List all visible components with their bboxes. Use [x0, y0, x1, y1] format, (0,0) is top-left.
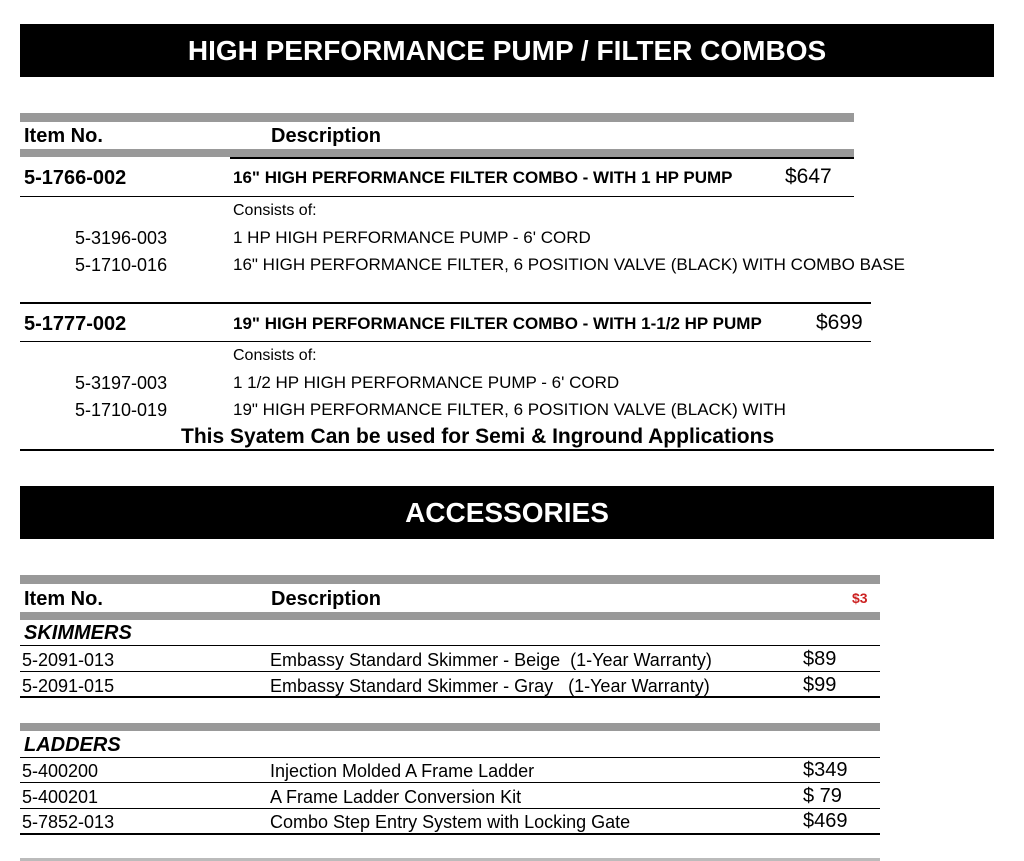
accessory-price: $89: [803, 648, 837, 670]
accessory-description: Embassy Standard Skimmer - Beige (1-Year Warranty): [270, 650, 712, 670]
group-rule: [20, 341, 871, 342]
header-top-bar: [20, 113, 854, 122]
accessory-item-no: 5-7852-013: [22, 812, 115, 832]
row-rule: [20, 833, 880, 835]
accessory-description: Combo Step Entry System with Locking Gate: [270, 812, 631, 832]
part-description: 16" HIGH PERFORMANCE FILTER, 6 POSITION VALVE (BLACK) WITH COMBO BASE: [233, 255, 905, 274]
accessory-item-no: 5-400201: [22, 787, 99, 807]
combos-header-item-no: Item No.: [24, 125, 103, 147]
accessory-price: $ 79: [803, 785, 842, 807]
clipped-header-mark: $3: [852, 590, 868, 606]
combo-item-no: 5-1777-002: [24, 313, 127, 335]
row-rule: [20, 671, 880, 672]
combos-banner: [20, 24, 994, 77]
accessory-item-no: 5-2091-015: [22, 676, 115, 696]
consists-label: Consists of:: [233, 347, 317, 364]
combo-item-no: 5-1766-002: [24, 167, 127, 189]
row-rule: [20, 808, 880, 809]
accessories-title: ACCESSORIES: [405, 496, 609, 528]
accessories-header-item-no: Item No.: [24, 588, 103, 610]
section-bar: [20, 723, 880, 731]
part-item-no: 5-1710-019: [75, 400, 168, 420]
row-rule: [20, 696, 880, 698]
combos-bottom-rule: [20, 449, 994, 451]
accessories-header-description: Description: [271, 588, 382, 610]
part-item-no: 5-3197-003: [75, 373, 168, 393]
accessory-description: A Frame Ladder Conversion Kit: [270, 787, 522, 807]
accessories-banner: [20, 486, 994, 539]
accessory-description: Embassy Standard Skimmer - Gray (1-Year Warranty): [270, 676, 710, 696]
row-rule: [20, 757, 880, 758]
group-top-rule: [230, 157, 854, 159]
section-title-ladders: LADDERS: [24, 734, 121, 756]
part-description: 19" HIGH PERFORMANCE FILTER, 6 POSITION VALVE (BLACK) WITH: [233, 400, 786, 419]
consists-label: Consists of:: [233, 202, 317, 219]
accessory-item-no: 5-2091-013: [22, 650, 115, 670]
row-rule: [20, 782, 880, 783]
combos-title: HIGH PERFORMANCE PUMP / FILTER COMBOS: [187, 34, 827, 66]
accessory-price: $469: [803, 810, 848, 832]
combos-note: This Syatem Can be used for Semi & Inground Applications: [181, 425, 775, 448]
combo-description: 16" HIGH PERFORMANCE FILTER COMBO - WITH 1 HP PUMP: [233, 168, 733, 187]
combo-description: 19" HIGH PERFORMANCE FILTER COMBO - WITH 1-1/2 HP PUMP: [233, 314, 762, 333]
combos-header-description: Description: [271, 125, 382, 147]
group-top-rule: [20, 302, 871, 304]
part-item-no: 5-3196-003: [75, 228, 168, 248]
group-rule: [20, 196, 854, 197]
accessory-item-no: 5-400200: [22, 761, 99, 781]
accessory-price: $349: [803, 759, 848, 781]
section-title-skimmers: SKIMMERS: [24, 622, 132, 644]
row-rule: [20, 645, 880, 646]
accessory-price: $99: [803, 674, 837, 696]
combo-price: $647: [785, 165, 832, 188]
header-top-bar: [20, 575, 880, 584]
part-description: 1 1/2 HP HIGH PERFORMANCE PUMP - 6' CORD: [233, 373, 620, 392]
part-item-no: 5-1710-016: [75, 255, 168, 275]
header-bottom-bar: [20, 149, 854, 157]
header-bottom-bar: [20, 612, 880, 620]
accessory-description: Injection Molded A Frame Ladder: [270, 761, 535, 781]
part-description: 1 HP HIGH PERFORMANCE PUMP - 6' CORD: [233, 228, 591, 247]
combo-price: $699: [816, 311, 863, 334]
